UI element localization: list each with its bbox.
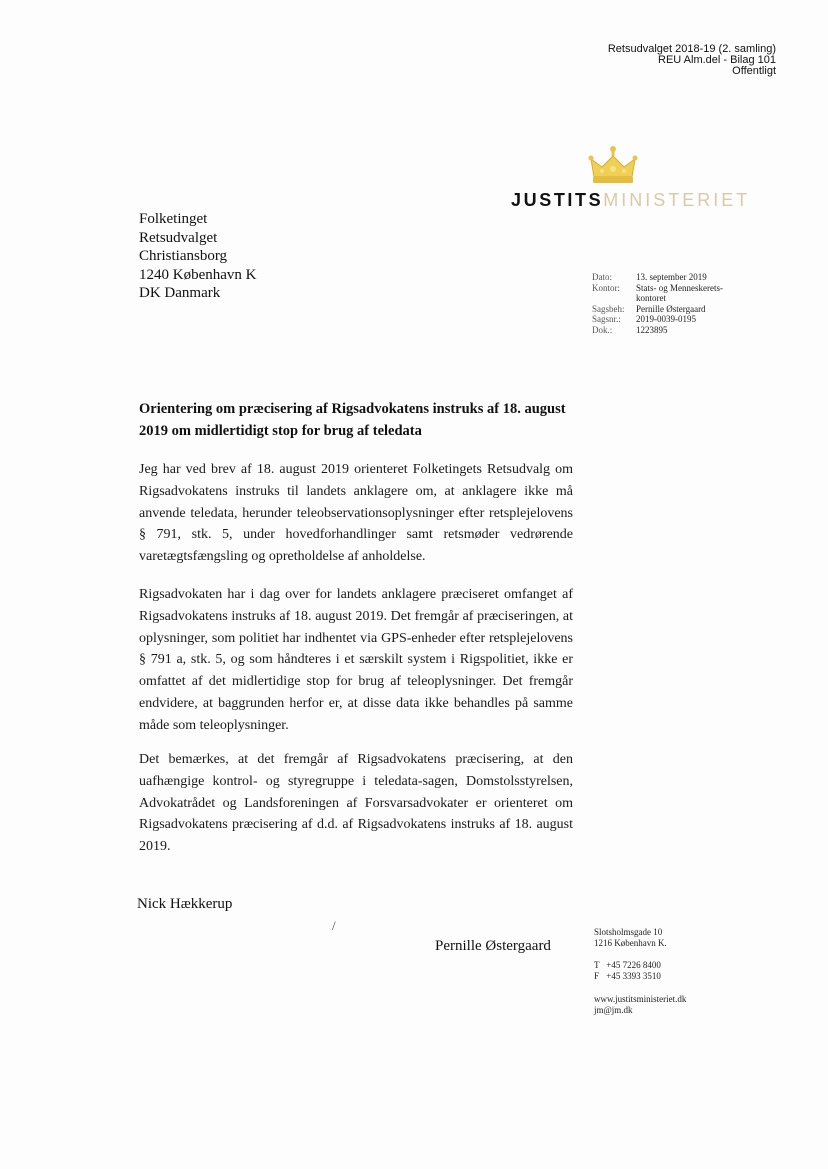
recipient-line: DK Danmark	[139, 285, 221, 301]
ministry-logo	[511, 190, 750, 211]
stamp-line-3: Offentligt	[732, 65, 776, 77]
meta-value: 2019-0039-0195	[636, 314, 696, 324]
recipient-line: Christiansborg	[139, 248, 228, 264]
meta-key: Sagsbeh:	[592, 303, 625, 314]
body-paragraph: Det bemærkes, at det fremgår af Rigsadvokatens præcisering, at den uafhængige kontrol- og styregruppe i teledata-sagen, Domstolsstyrelsen, Advokatrådet og Landsforeningen af Forsvarsadvokater er orienteret om Rigsadvokatens præcisering af d.d. af Rigsadvokatens instruks af 18. august 2019.	[139, 752, 573, 855]
recipient-line: Folketinget	[139, 211, 208, 227]
meta-value: Stats- og Menneskerets-	[636, 282, 723, 293]
website-link[interactable]: www.justitsministeriet.dk	[594, 994, 687, 1004]
meta-row	[592, 272, 776, 283]
body-paragraph: Rigsadvokaten har i dag over for landets anklagere præciseret omfanget af Rigsadvokatens instruks af 18. august 2019. Det fremgår af præciseringen, at oplysninger, som politiet har indhentet via GPS-enheder efter retsplejelovens § 791 a, stk. 5, og som håndteres i et særskilt system i Rigspolitiet, ikke er omfattet af det midlertidige stop for brug af teleoplysninger. Det fremgår endvidere, at baggrunden herfor er, at disse data ikke behandles på samme måde som teleoplysninger.	[139, 587, 573, 733]
fax-line	[594, 971, 661, 982]
signature-mark: /	[332, 918, 336, 933]
meta-key: Sagsnr.:	[592, 314, 621, 324]
meta-value: Pernille Østergaard	[636, 303, 706, 314]
stamp-line-1: Retsudvalget 2018-19 (2. samling)	[607, 43, 776, 55]
fax-label: F	[594, 971, 600, 981]
meta-row	[592, 314, 776, 325]
meta-key: Dato:	[592, 272, 612, 282]
meta-row	[592, 293, 776, 304]
fax-number: +45 3393 3510	[606, 971, 661, 981]
phone-line	[594, 960, 661, 971]
case-metadata	[592, 272, 776, 335]
meta-row	[592, 304, 776, 315]
meta-row	[592, 283, 776, 294]
body-paragraph: Jeg har ved brev af 18. august 2019 orienteret Folketingets Retsudvalg om Rigsadvokatens instruks til landets anklagere om, at anklagere ikke må anvende teledata, herunder teleobservationsoplysninger efter retsplejelovens § 791, stk. 5, under hovedforhandlinger samt retsmøder vedrørende varetægtsfængsling og opretholdelse af anholdelse.	[139, 462, 573, 565]
recipient-line: Retsudvalget	[139, 229, 218, 246]
meta-row	[592, 325, 776, 336]
logo-strong-text: JUSTITS	[511, 190, 604, 210]
phone-number: +45 7226 8400	[606, 960, 661, 970]
letter-subject: Orientering om præcisering af Rigsadvokatens instruks af 18. august 2019 om midlertidigt stop for brug af teledata	[139, 401, 566, 439]
phone-label: T	[594, 960, 600, 970]
archive-stamp	[608, 44, 776, 77]
recipient-line: 1240 København K	[139, 266, 257, 283]
contact-phones	[594, 960, 661, 982]
meta-key	[592, 293, 636, 304]
meta-key: Kontor:	[592, 282, 620, 293]
recipient-address	[139, 210, 256, 303]
meta-key: Dok.:	[592, 324, 613, 335]
address-line: 1216 København K.	[594, 938, 667, 948]
signature-caseworker: Pernille Østergaard	[435, 938, 551, 954]
crown-icon	[588, 145, 638, 187]
meta-value: 1223895	[636, 324, 668, 335]
email-link[interactable]: jm@jm.dk	[594, 1005, 633, 1015]
contact-online	[594, 994, 686, 1016]
signature-minister: Nick Hækkerup	[137, 896, 233, 912]
meta-value: kontoret	[636, 293, 666, 303]
logo-light-text: MINISTERIET	[603, 190, 751, 210]
meta-value: 13. september 2019	[636, 272, 707, 282]
contact-address	[594, 927, 667, 949]
stamp-line-2: REU Alm.del - Bilag 101	[658, 54, 776, 66]
address-line: Slotsholmsgade 10	[594, 927, 663, 937]
